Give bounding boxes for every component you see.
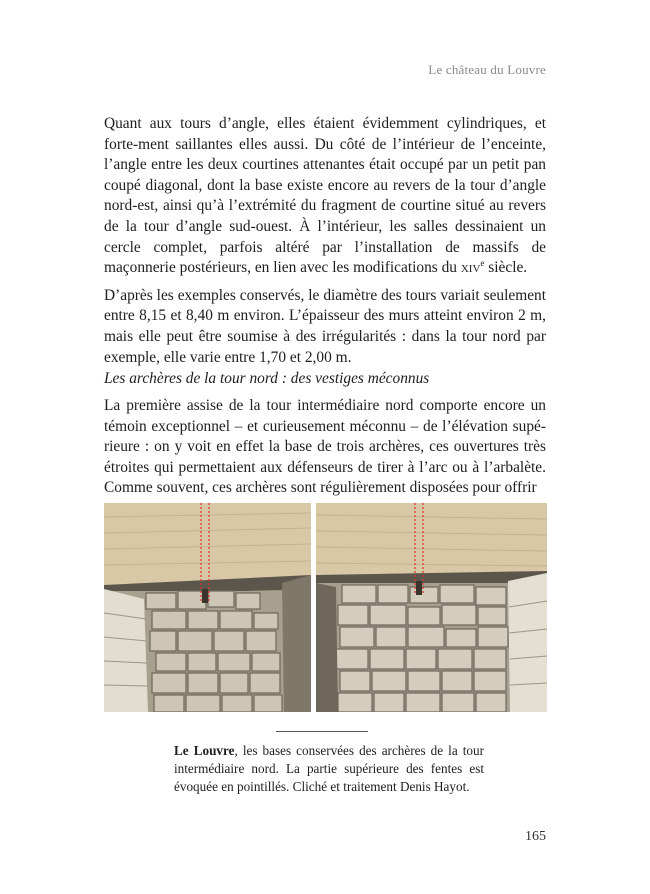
photo-left xyxy=(104,503,311,712)
century-numeral: xiv xyxy=(460,259,481,277)
caption-divider xyxy=(276,731,368,732)
caption-title: Le Louvre xyxy=(174,743,235,758)
body-text xyxy=(104,114,546,375)
paragraph-3: La première assise de la tour intermédiaire nord comporte encore un témoin exceptionnel – et curieusement méconnu – de l’élévation supé-rieure : on y voit en effet la base de trois archères, ces ouvertures très étroites qui permettaient aux défenseurs de tirer à l’arc ou à l’arbalète. Comme souvent, ces archères sont régulièrement disposées pour offrir xyxy=(104,397,546,497)
figure-caption: Le Louvre, les bases conservées des archères de la tour intermédiaire nord. La partie supérieure des fentes est évoquée en pointillés. Cliché et traitement Denis Hayot. xyxy=(174,743,484,794)
paragraph-2: D’après les exemples conservés, le diamètre des tours variait seulement entre 8,15 et 8,40 m environ. L’épaisseur des murs atteint environ 2 m, mais elle peut être soumise à des irrégularités : dans la tour nord par exemple, elle varie entre 1,70 et 2,00 m. xyxy=(104,286,546,366)
running-head: Le château du Louvre xyxy=(428,62,546,77)
body-text-section xyxy=(104,396,546,499)
page-number: 165 xyxy=(525,829,546,844)
photo-right xyxy=(316,503,547,712)
section-heading: Les archères de la tour nord : des vestiges méconnus xyxy=(104,370,430,387)
paragraph-1: Quant aux tours d’angle, elles étaient évidemment cylindriques, et forte-ment saillantes elles aussi. Du côté de l’intérieur de l’enceinte, l’angle entre les deux courtines attenantes était occupé par un petit pan coupé diagonal, dont la base existe encore au revers de la tour d’angle nord-est, ainsi qu’à l’extrémité du fragment de courtine situé au revers de la tour d’angle sud-ouest. À l’intérieur, les salles dessinaient un cercle complet, parfois altéré par l’installation de massifs de maçonnerie postérieurs, en lien avec les modifications du xiv$^e$ siècle. xyxy=(104,115,546,277)
